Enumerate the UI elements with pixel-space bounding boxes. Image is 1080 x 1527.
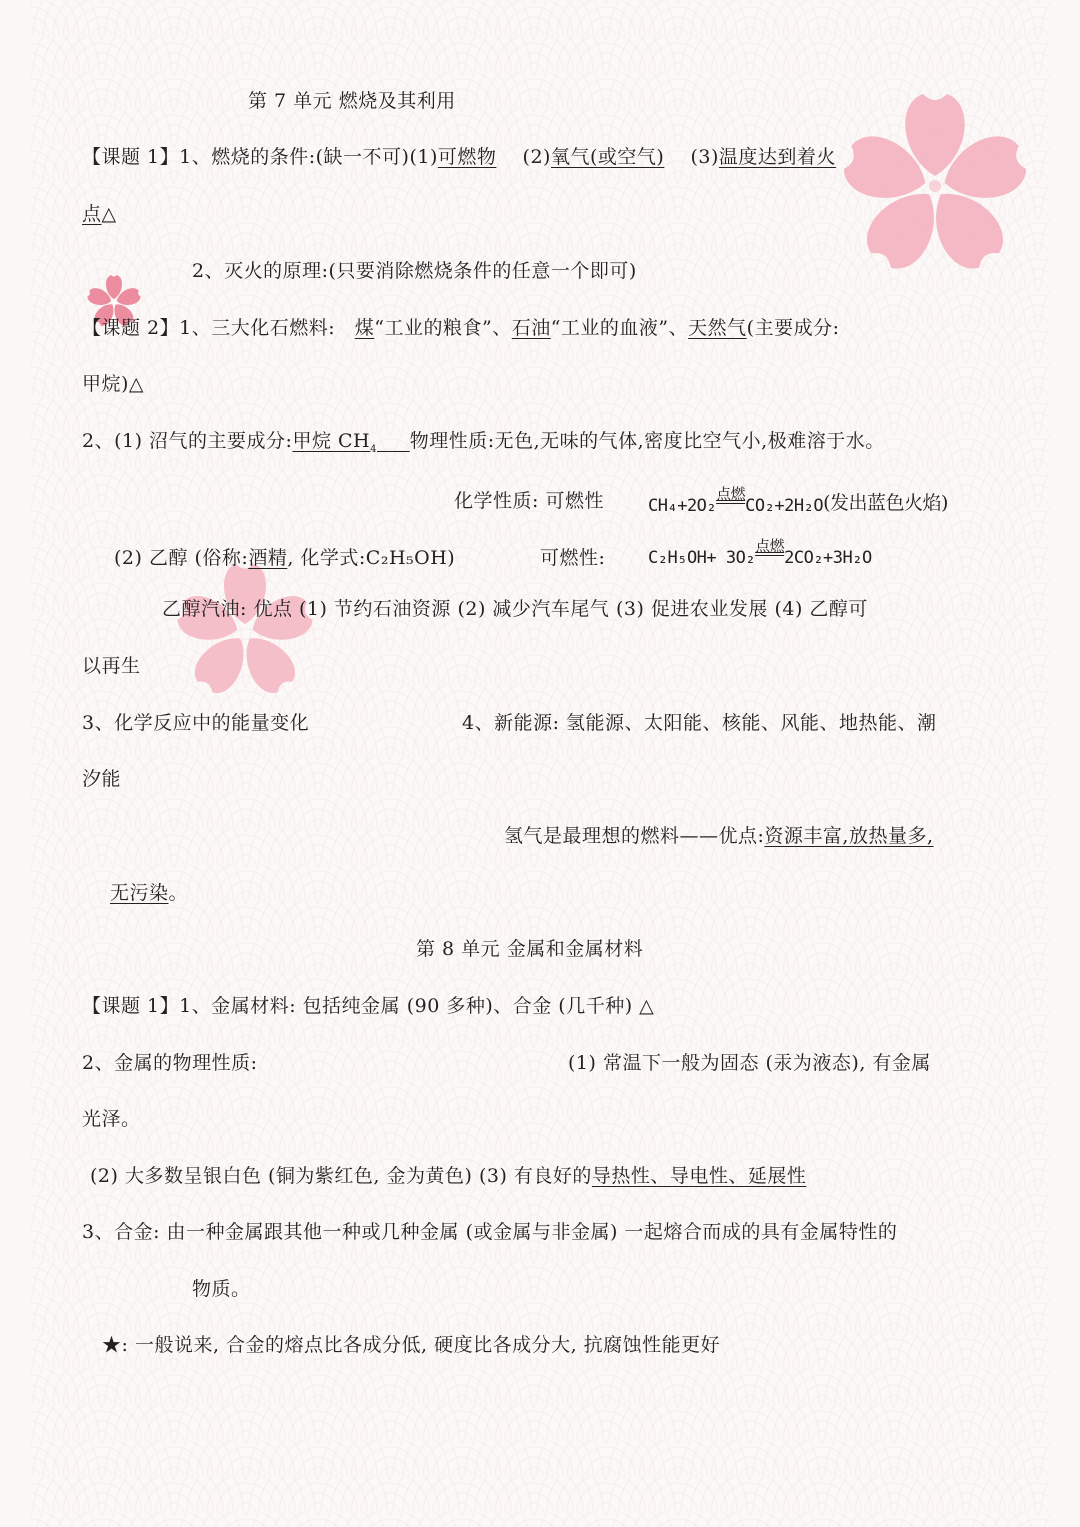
unit7-title: 第 7 单元 燃烧及其利用 [248,90,456,112]
eq1-right: CO₂+2H₂O [745,496,824,516]
hydrogen-text-a: 氢气是最理想的燃料——优点: [504,825,765,847]
new-energy-line2: 汐能 [82,768,122,790]
eq1-left: CH₄+2O₂ [648,496,717,516]
unit8-title: 第 8 单元 金属和金属材料 [416,938,644,960]
fuel-coal: 煤 [354,317,375,339]
hydrogen-line-cont [110,880,188,906]
phys2-text: (2) 大多数呈银白色 (铜为紫红色, 金为黄色) (3) 有良好的 [90,1165,592,1187]
ethanol-common-name: 酒精 [248,547,288,569]
condition-1: 可燃物 [437,146,497,168]
ethanol-line [114,545,455,571]
condition-2: 氧气(或空气) [550,146,665,168]
energy-change: 3、化学反应中的能量变化 [82,712,310,734]
topic1-line1-cont [82,201,117,227]
biogas-text-b: 物理性质:无色,无味的气体,密度比空气小,极难溶于水。 [409,430,885,452]
biogas-line [82,428,885,463]
hydrogen-advantages: 资源丰富,放热量多, [764,825,934,847]
fuel-coal-desc: “工业的粮食”、 [374,317,512,339]
physical-property-1: (1) 常温下一般为固态 (汞为液态), 有金属 [568,1052,931,1074]
topic1-line1 [82,144,836,170]
conductivity-underlined: 导热性、导电性、延展性 [591,1165,807,1187]
hydrogen-line [504,823,934,849]
topic2-line1-cont: 甲烷)△ [82,373,145,395]
equation-methane [648,478,948,516]
alloy-star-note: ★: 一般说来, 合金的熔点比各成分低, 硬度比各成分大, 抗腐蚀性能更好 [102,1334,721,1356]
medium-flower-decoration [170,558,320,708]
biogas-text-a: 2、(1) 沼气的主要成分: [82,430,293,452]
topic1-text-b: (2) [522,146,551,168]
eq1-note: (发出蓝色火焰) [823,492,948,514]
topic1-text-a: 【课题 1】1、燃烧的条件:(缺一不可)(1) [82,146,438,168]
biogas-sub: 4 [370,443,377,455]
gasohol-line2: 以再生 [82,655,141,677]
metal-materials: 【课题 1】1、金属材料: 包括纯金属 (90 多种)、合金 (几千种) △ [82,995,655,1017]
topic1-line2: 2、灭火的原理:(只要消除燃烧条件的任意一个即可) [192,260,637,282]
topic2-text-a: 【课题 2】1、三大化石燃料: [82,317,336,339]
physical-property-2 [90,1163,806,1189]
eq2-arrow [755,539,784,553]
fuel-oil-desc: “工业的血液”、 [550,317,689,339]
ethanol-text-b: , 化学式:C₂H₅OH) [287,547,456,569]
condition-3b: 点 [82,203,102,225]
chem-property-label: 化学性质: 可燃性 [454,490,604,512]
new-energy-line1: 4、新能源: 氢能源、太阳能、核能、风能、地热能、潮 [462,712,937,734]
fuel-gas-desc: (主要成分: [746,317,840,339]
topic1-text-c: (3) [690,146,719,168]
eq1-condition: 点燃 [716,485,746,503]
document-page [30,0,1050,1527]
biogas-main-text: 甲烷 CH [292,430,371,452]
hydrogen-period: 。 [168,882,189,904]
ethanol-text-a: (2) 乙醇 (俗称: [114,547,249,569]
fuel-oil: 石油 [511,317,551,339]
eq2-condition: 点燃 [755,537,785,555]
alloy-definition: 3、合金: 由一种金属跟其他一种或几种金属 (或金属与非金属) 一起熔合而成的具有金属特性的 [82,1221,898,1243]
physical-properties-label: 2、金属的物理性质: [82,1052,258,1074]
physical-property-1-cont: 光泽。 [82,1108,141,1130]
eq1-arrow [716,487,745,501]
hydrogen-no-pollution: 无污染 [110,882,169,904]
gasohol-line1: 乙醇汽油: 优点 (1) 节约石油资源 (2) 减少汽车尾气 (3) 促进农业发展 (4) 乙醇可 [162,598,868,620]
triangle-mark: △ [101,203,117,225]
biogas-main [292,430,409,455]
large-flower-decoration [825,88,1045,288]
equation-ethanol [648,536,872,568]
ethanol-flammable: 可燃性: [540,547,606,569]
fuel-gas: 天然气 [688,317,747,339]
condition-3a: 温度达到着火 [718,146,836,168]
topic2-line1 [82,315,840,341]
eq2-left: C₂H₅OH+ 3O₂ [648,548,756,568]
eq2-right: 2CO₂+3H₂O [784,548,872,568]
alloy-definition-cont: 物质。 [192,1278,251,1300]
